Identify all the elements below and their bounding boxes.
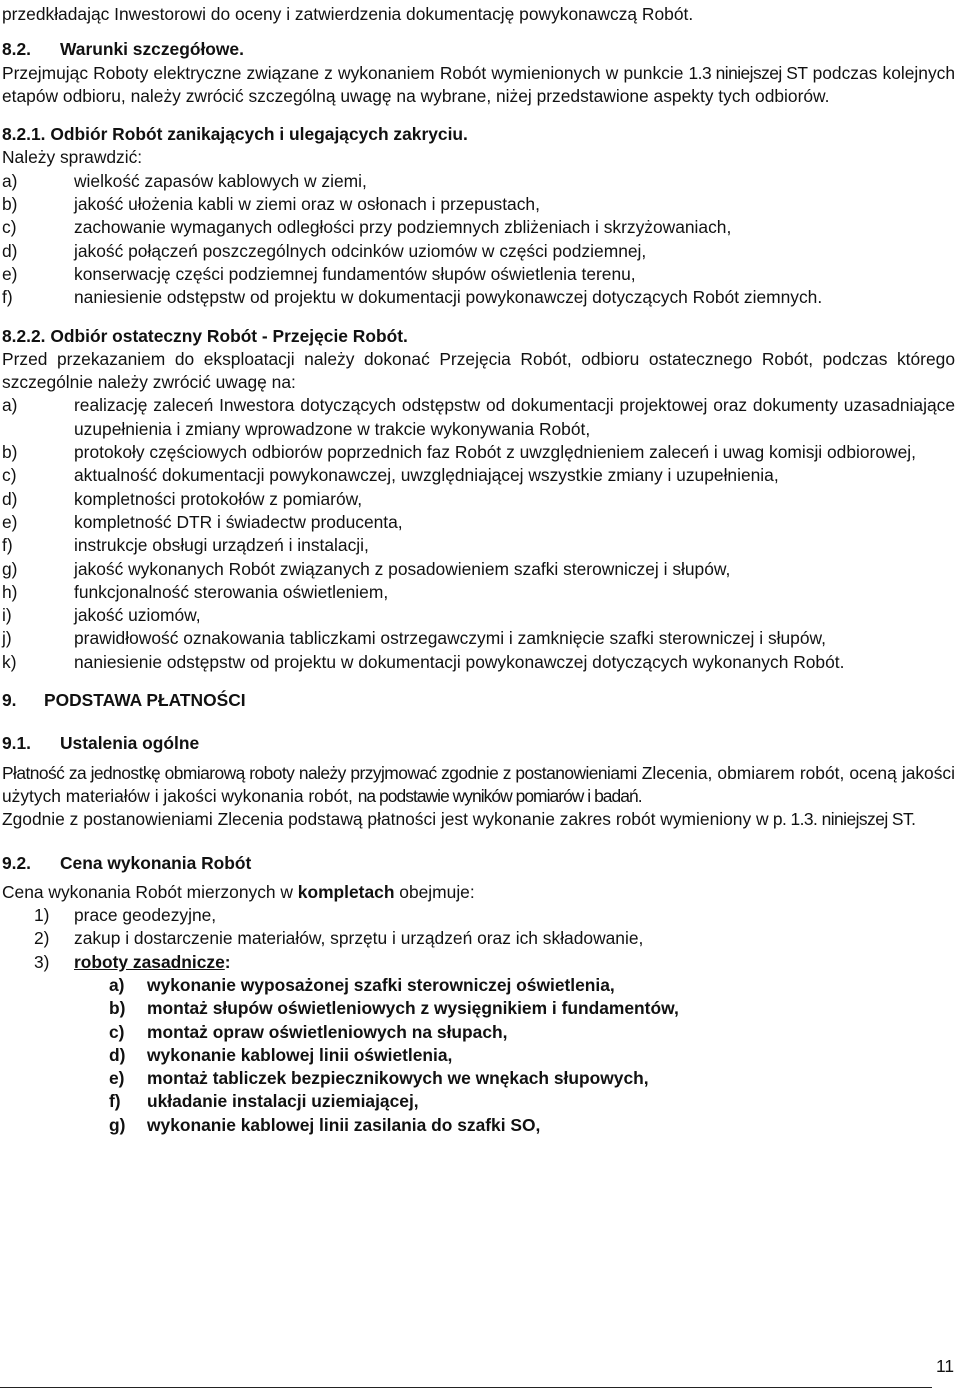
list-item: 1) prace geodezyjne,	[34, 905, 217, 926]
sublist-item: f) układanie instalacji uziemiającej,	[109, 1091, 419, 1112]
intro-line: przedkładając Inwestorowi do oceny i zatwierdzenia dokumentację powykonawczą Robót.	[2, 4, 694, 24]
heading-9	[2, 689, 955, 712]
lead-8-2-2: Przed przekazaniem do eksploatacji należy dokonać Przejęcia Robót, odbioru ostatecznego Robót, podczas którego szczególnie należy zwrócić uwagę na:	[2, 348, 955, 393]
lead-8-2-1: Należy sprawdzić:	[2, 147, 143, 168]
list-item: j) prawidłowość oznakowania tabliczkami ostrzegawczymi i zamknięcie szafki sterowniczej i słupów,	[2, 628, 826, 649]
list-9-2	[2, 904, 955, 1137]
heading-number: 9.	[2, 690, 17, 711]
sublist-item: e) montaż tabliczek bezpiecznikowych we wnękach słupowych,	[109, 1068, 649, 1089]
heading-8-2	[2, 38, 955, 61]
list-item: d) jakość połączeń poszczególnych odcinków uziomów w części podziemnej,	[2, 240, 647, 261]
document-page	[2, 3, 955, 1137]
heading-number: 9.1.	[2, 733, 32, 754]
page-number: 11	[935, 1356, 954, 1376]
list-item: k) naniesienie odstępstw od projektu w dokumentacji powykonawczej dotyczących wykonanych Robót.	[2, 651, 845, 672]
list-item: d) kompletności protokołów z pomiarów,	[2, 488, 363, 509]
heading-8-2-1: 8.2.1. Odbiór Robót zanikających i ulegających zakryciu.	[2, 124, 468, 145]
list-item: g) jakość wykonanych Robót związanych z posadowieniem szafki sterowniczej i słupów,	[2, 558, 731, 579]
list-item: i) jakość uziomów,	[2, 605, 201, 626]
heading-number: 9.2.	[2, 852, 32, 873]
sublist-item: b) montaż słupów oświetleniowych z wysięgnikiem i fundamentów,	[109, 998, 679, 1019]
paragraph-8-2: Przejmując Roboty elektryczne związane z wykonaniem Robót wymienionych w punkcie 1.3 niniejszej ST podczas kolejnych etapów odbioru, należy zwrócić szczególną uwagę na wybrane, niżej przedstawione aspekty tych odbiorów.	[2, 62, 956, 106]
sublist-item: d) wykonanie kablowej linii oświetlenia,	[109, 1044, 453, 1065]
heading-title: PODSTAWA PŁATNOŚCI	[44, 690, 246, 711]
list-item: 3) roboty zasadnicze:	[34, 951, 231, 972]
paragraph-9-1-a: Płatność za jednostkę obmiarową roboty należy przyjmować zgodnie z postanowieniami Zlecenia, obmiarem robót, oceną jakości użytych materiałów i jakości wykonania robót, na podstawie wyników pomiarów i badań.	[2, 762, 955, 806]
sublist-item: g) wykonanie kablowej linii zasilania do szafki SO,	[109, 1114, 541, 1135]
list-item: e) konserwację części podziemnej fundamentów słupów oświetlenia terenu,	[2, 263, 636, 284]
heading-9-1	[2, 732, 955, 755]
heading-number: 8.2.	[2, 39, 32, 60]
list-8-2-1	[2, 170, 955, 310]
heading-title: Ustalenia ogólne	[60, 733, 200, 754]
list-8-2-2	[2, 394, 955, 674]
heading-title: Warunki szczegółowe.	[60, 39, 244, 60]
list-item: a) realizację zaleceń Inwestora dotyczących odstępstw od dokumentacji projektowej oraz dokumenty uzasadniające uzupełnienia i zmiany wprowadzone w trakcie wykonywania Robót,	[2, 395, 955, 439]
footer-divider	[0, 1387, 932, 1388]
list-item: e) kompletność DTR i świadectw producenta,	[2, 511, 403, 532]
heading-9-2	[2, 852, 955, 875]
heading-title: Cena wykonania Robót	[60, 852, 252, 873]
list-item: f) naniesienie odstępstw od projektu w dokumentacji powykonawczej dotyczących Robót ziemnych.	[2, 287, 823, 308]
list-item: c) zachowanie wymaganych odległości przy podziemnych zbliżeniach i skrzyżowaniach,	[2, 217, 732, 238]
lead-9-2: Cena wykonania Robót mierzonych w kompletach obejmuje:	[2, 881, 475, 902]
heading-8-2-2: 8.2.2. Odbiór ostateczny Robót - Przejęcie Robót.	[2, 325, 408, 346]
list-item: f) instrukcje obsługi urządzeń i instalacji,	[2, 535, 369, 556]
list-item: a) wielkość zapasów kablowych w ziemi,	[2, 170, 367, 191]
list-item: 2) zakup i dostarczenie materiałów, sprzętu i urządzeń oraz ich składowanie,	[34, 928, 644, 949]
paragraph-9-1-b: Zgodnie z postanowieniami Zlecenia podstawą płatności jest wykonanie zakres robót wymieniony w p. 1.3. niniejszej ST.	[2, 809, 916, 830]
sublist-item: a) wykonanie wyposażonej szafki sterowniczej oświetlenia,	[109, 974, 615, 995]
list-item: c) aktualność dokumentacji powykonawczej, uwzględniającej wszystkie zmiany i uzupełnienia,	[2, 465, 779, 486]
list-item: h) funkcjonalność sterowania oświetleniem,	[2, 581, 389, 602]
list-item: b) protokoły częściowych odbiorów poprzednich faz Robót z uwzględnieniem zaleceń i uwag komisji odbiorowej,	[2, 442, 916, 463]
sublist-item: c) montaż opraw oświetleniowych na słupach,	[109, 1021, 508, 1042]
list-item: b) jakość ułożenia kabli w ziemi oraz w osłonach i przepustach,	[2, 194, 540, 215]
